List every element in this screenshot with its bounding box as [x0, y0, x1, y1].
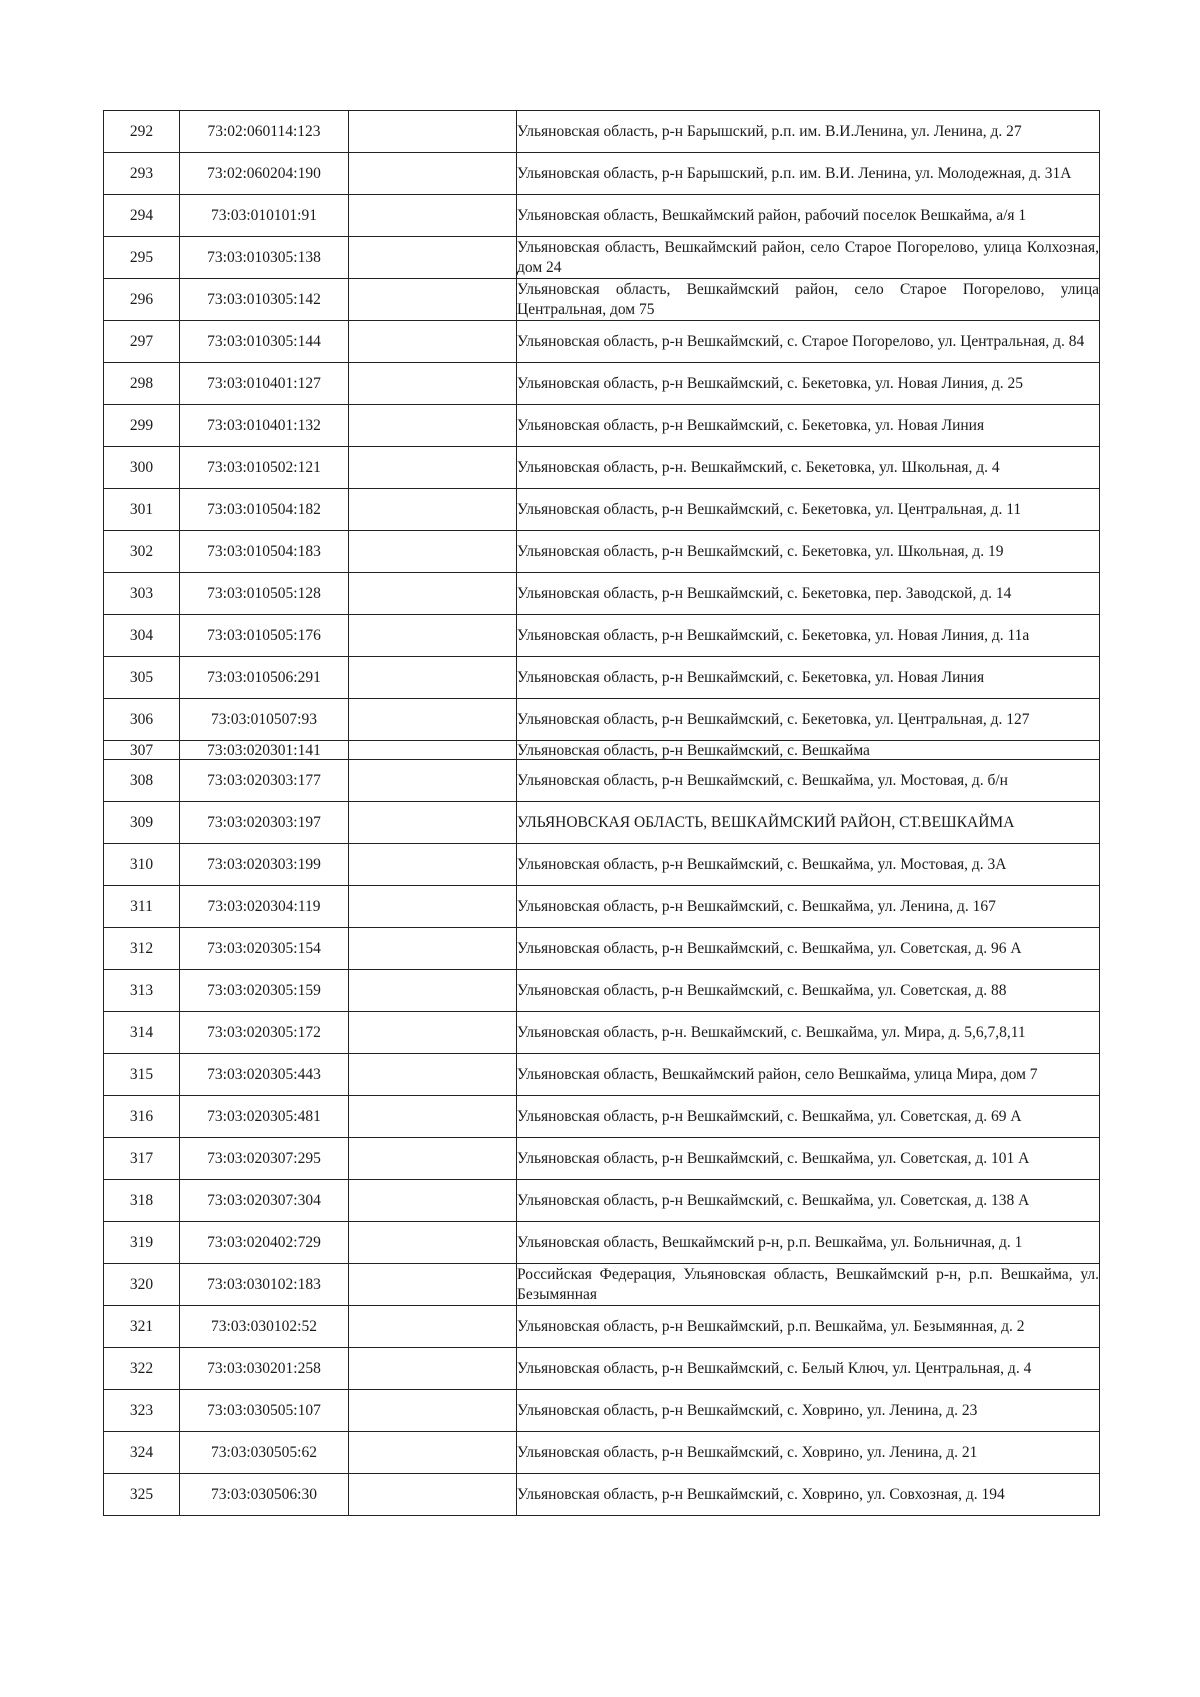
row-number-cell: 307 [104, 741, 180, 760]
empty-cell [349, 699, 517, 741]
table-row [104, 573, 1100, 615]
empty-cell [349, 760, 517, 802]
empty-cell [349, 531, 517, 573]
table-row [104, 447, 1100, 489]
cadastral-number-cell: 73:03:010502:121 [180, 447, 349, 489]
row-number-cell: 297 [104, 321, 180, 363]
row-number-cell: 325 [104, 1474, 180, 1516]
table-row [104, 405, 1100, 447]
empty-cell [349, 657, 517, 699]
address-cell: Ульяновская область, р-н Барышский, р.п. им. В.И.Ленина, ул. Ленина, д. 27 [517, 111, 1100, 153]
cadastral-number-cell: 73:03:010305:142 [180, 279, 349, 321]
empty-cell [349, 1474, 517, 1516]
address-cell: Ульяновская область, р-н Вешкаймский, с. Вешкайма [517, 741, 1100, 760]
row-number-cell: 296 [104, 279, 180, 321]
row-number-cell: 314 [104, 1012, 180, 1054]
row-number-cell: 324 [104, 1432, 180, 1474]
empty-cell [349, 1096, 517, 1138]
address-cell: Ульяновская область, р-н Вешкаймский, с. Вешкайма, ул. Советская, д. 96 А [517, 928, 1100, 970]
cadastral-number-cell: 73:03:020402:729 [180, 1222, 349, 1264]
cadastral-number-cell: 73:03:030102:183 [180, 1264, 349, 1306]
row-number-cell: 292 [104, 111, 180, 153]
empty-cell [349, 363, 517, 405]
cadastral-number-cell: 73:03:020305:159 [180, 970, 349, 1012]
cadastral-number-cell: 73:03:010504:183 [180, 531, 349, 573]
address-cell: Ульяновская область, р-н Вешкаймский, с. Вешкайма, ул. Советская, д. 138 А [517, 1180, 1100, 1222]
address-cell: Ульяновская область, р-н Вешкаймский, с. Ховрино, ул. Ленина, д. 21 [517, 1432, 1100, 1474]
empty-cell [349, 741, 517, 760]
cadastral-number-cell: 73:03:010507:93 [180, 699, 349, 741]
empty-cell [349, 1012, 517, 1054]
table-row [104, 195, 1100, 237]
row-number-cell: 304 [104, 615, 180, 657]
address-cell: Ульяновская область, р-н Вешкаймский, с. Вешкайма, ул. Советская, д. 69 А [517, 1096, 1100, 1138]
row-number-cell: 299 [104, 405, 180, 447]
row-number-cell: 306 [104, 699, 180, 741]
row-number-cell: 309 [104, 802, 180, 844]
table-row [104, 1306, 1100, 1348]
row-number-cell: 294 [104, 195, 180, 237]
empty-cell [349, 573, 517, 615]
table-row [104, 279, 1100, 321]
empty-cell [349, 279, 517, 321]
address-cell: Ульяновская область, Вешкаймский р-н, р.п. Вешкайма, ул. Больничная, д. 1 [517, 1222, 1100, 1264]
address-cell: Ульяновская область, Вешкаймский район, село Вешкайма, улица Мира, дом 7 [517, 1054, 1100, 1096]
address-cell: Ульяновская область, р-н. Вешкаймский, с. Вешкайма, ул. Мира, д. 5,6,7,8,11 [517, 1012, 1100, 1054]
row-number-cell: 298 [104, 363, 180, 405]
table-row [104, 111, 1100, 153]
table-row [104, 760, 1100, 802]
row-number-cell: 311 [104, 886, 180, 928]
table-row [104, 741, 1100, 760]
table-row [104, 886, 1100, 928]
empty-cell [349, 447, 517, 489]
cadastral-number-cell: 73:03:020303:199 [180, 844, 349, 886]
empty-cell [349, 928, 517, 970]
property-registry-table [103, 110, 1100, 1516]
empty-cell [349, 1348, 517, 1390]
address-cell: Ульяновская область, р-н Вешкаймский, с. Бекетовка, ул. Новая Линия [517, 657, 1100, 699]
cadastral-number-cell: 73:03:010506:291 [180, 657, 349, 699]
cadastral-number-cell: 73:03:030505:62 [180, 1432, 349, 1474]
empty-cell [349, 1432, 517, 1474]
table-row [104, 928, 1100, 970]
table-row [104, 1474, 1100, 1516]
row-number-cell: 312 [104, 928, 180, 970]
cadastral-number-cell: 73:03:030102:52 [180, 1306, 349, 1348]
row-number-cell: 313 [104, 970, 180, 1012]
table-row [104, 699, 1100, 741]
empty-cell [349, 844, 517, 886]
row-number-cell: 293 [104, 153, 180, 195]
empty-cell [349, 1390, 517, 1432]
table-row [104, 1264, 1100, 1306]
cadastral-number-cell: 73:03:020305:154 [180, 928, 349, 970]
address-cell: Ульяновская область, Вешкаймский район, село Старое Погорелово, улица Центральная, дом 75 [517, 279, 1100, 321]
address-cell: Ульяновская область, р-н Вешкаймский, с. Вешкайма, ул. Мостовая, д. б/н [517, 760, 1100, 802]
empty-cell [349, 1138, 517, 1180]
cadastral-number-cell: 73:03:010305:138 [180, 237, 349, 279]
empty-cell [349, 489, 517, 531]
table-row [104, 237, 1100, 279]
cadastral-number-cell: 73:03:010101:91 [180, 195, 349, 237]
cadastral-number-cell: 73:03:010305:144 [180, 321, 349, 363]
empty-cell [349, 1222, 517, 1264]
row-number-cell: 295 [104, 237, 180, 279]
row-number-cell: 301 [104, 489, 180, 531]
empty-cell [349, 1306, 517, 1348]
cadastral-number-cell: 73:03:030506:30 [180, 1474, 349, 1516]
address-cell: Ульяновская область, р-н Вешкаймский, с. Бекетовка, ул. Новая Линия, д. 25 [517, 363, 1100, 405]
empty-cell [349, 153, 517, 195]
cadastral-number-cell: 73:03:030201:258 [180, 1348, 349, 1390]
cadastral-number-cell: 73:03:030505:107 [180, 1390, 349, 1432]
row-number-cell: 302 [104, 531, 180, 573]
table-row [104, 153, 1100, 195]
empty-cell [349, 1180, 517, 1222]
cadastral-number-cell: 73:03:020305:172 [180, 1012, 349, 1054]
address-cell: Ульяновская область, р-н Вешкаймский, с. Старое Погорелово, ул. Центральная, д. 84 [517, 321, 1100, 363]
address-cell: Ульяновская область, Вешкаймский район, село Старое Погорелово, улица Колхозная, дом 24 [517, 237, 1100, 279]
table-row [104, 489, 1100, 531]
address-cell: Ульяновская область, р-н Вешкаймский, с. Вешкайма, ул. Мостовая, д. 3А [517, 844, 1100, 886]
row-number-cell: 320 [104, 1264, 180, 1306]
address-cell: УЛЬЯНОВСКАЯ ОБЛАСТЬ, ВЕШКАЙМСКИЙ РАЙОН, СТ.ВЕШКАЙМА [517, 802, 1100, 844]
empty-cell [349, 405, 517, 447]
empty-cell [349, 111, 517, 153]
cadastral-number-cell: 73:03:010401:132 [180, 405, 349, 447]
table-row [104, 363, 1100, 405]
address-cell: Ульяновская область, р-н Вешкаймский, с. Ховрино, ул. Совхозная, д. 194 [517, 1474, 1100, 1516]
cadastral-number-cell: 73:03:010505:176 [180, 615, 349, 657]
cadastral-number-cell: 73:03:020303:177 [180, 760, 349, 802]
address-cell: Ульяновская область, р-н Вешкаймский, с. Вешкайма, ул. Советская, д. 101 А [517, 1138, 1100, 1180]
table-row [104, 615, 1100, 657]
address-cell: Ульяновская область, р-н Вешкаймский, с. Бекетовка, ул. Школьная, д. 19 [517, 531, 1100, 573]
table-row [104, 1138, 1100, 1180]
registry-table-body [104, 111, 1100, 1516]
cadastral-number-cell: 73:03:020307:295 [180, 1138, 349, 1180]
row-number-cell: 321 [104, 1306, 180, 1348]
empty-cell [349, 237, 517, 279]
empty-cell [349, 970, 517, 1012]
empty-cell [349, 1054, 517, 1096]
row-number-cell: 317 [104, 1138, 180, 1180]
address-cell: Ульяновская область, р-н Вешкаймский, с. Вешкайма, ул. Советская, д. 88 [517, 970, 1100, 1012]
cadastral-number-cell: 73:03:020305:443 [180, 1054, 349, 1096]
cadastral-number-cell: 73:03:010504:182 [180, 489, 349, 531]
row-number-cell: 308 [104, 760, 180, 802]
address-cell: Ульяновская область, р-н Барышский, р.п. им. В.И. Ленина, ул. Молодежная, д. 31А [517, 153, 1100, 195]
address-cell: Ульяновская область, р-н Вешкаймский, с. Бекетовка, ул. Центральная, д. 127 [517, 699, 1100, 741]
table-row [104, 1222, 1100, 1264]
cadastral-number-cell: 73:03:020301:141 [180, 741, 349, 760]
address-cell: Российская Федерация, Ульяновская область, Вешкаймский р-н, р.п. Вешкайма, ул. Безымянная [517, 1264, 1100, 1306]
empty-cell [349, 321, 517, 363]
empty-cell [349, 886, 517, 928]
table-row [104, 1390, 1100, 1432]
row-number-cell: 322 [104, 1348, 180, 1390]
table-row [104, 1096, 1100, 1138]
address-cell: Ульяновская область, р-н Вешкаймский, с. Бекетовка, ул. Новая Линия [517, 405, 1100, 447]
table-row [104, 1012, 1100, 1054]
address-cell: Ульяновская область, р-н Вешкаймский, с. Бекетовка, ул. Центральная, д. 11 [517, 489, 1100, 531]
table-row [104, 844, 1100, 886]
table-row [104, 1432, 1100, 1474]
address-cell: Ульяновская область, р-н. Вешкаймский, с. Бекетовка, ул. Школьная, д. 4 [517, 447, 1100, 489]
address-cell: Ульяновская область, р-н Вешкаймский, с. Белый Ключ, ул. Центральная, д. 4 [517, 1348, 1100, 1390]
address-cell: Ульяновская область, р-н Вешкаймский, с. Бекетовка, ул. Новая Линия, д. 11а [517, 615, 1100, 657]
empty-cell [349, 802, 517, 844]
row-number-cell: 319 [104, 1222, 180, 1264]
empty-cell [349, 1264, 517, 1306]
cadastral-number-cell: 73:02:060204:190 [180, 153, 349, 195]
empty-cell [349, 615, 517, 657]
row-number-cell: 315 [104, 1054, 180, 1096]
address-cell: Ульяновская область, р-н Вешкаймский, с. Бекетовка, пер. Заводской, д. 14 [517, 573, 1100, 615]
address-cell: Ульяновская область, р-н Вешкаймский, с. Ховрино, ул. Ленина, д. 23 [517, 1390, 1100, 1432]
cadastral-number-cell: 73:03:020305:481 [180, 1096, 349, 1138]
row-number-cell: 323 [104, 1390, 180, 1432]
row-number-cell: 303 [104, 573, 180, 615]
row-number-cell: 318 [104, 1180, 180, 1222]
table-row [104, 321, 1100, 363]
cadastral-number-cell: 73:03:020303:197 [180, 802, 349, 844]
table-row [104, 802, 1100, 844]
cadastral-number-cell: 73:03:010505:128 [180, 573, 349, 615]
row-number-cell: 316 [104, 1096, 180, 1138]
row-number-cell: 305 [104, 657, 180, 699]
cadastral-number-cell: 73:03:020307:304 [180, 1180, 349, 1222]
row-number-cell: 300 [104, 447, 180, 489]
cadastral-number-cell: 73:03:020304:119 [180, 886, 349, 928]
table-row [104, 1180, 1100, 1222]
table-row [104, 531, 1100, 573]
table-row [104, 1054, 1100, 1096]
address-cell: Ульяновская область, р-н Вешкаймский, р.п. Вешкайма, ул. Безымянная, д. 2 [517, 1306, 1100, 1348]
table-row [104, 1348, 1100, 1390]
cadastral-number-cell: 73:03:010401:127 [180, 363, 349, 405]
cadastral-number-cell: 73:02:060114:123 [180, 111, 349, 153]
row-number-cell: 310 [104, 844, 180, 886]
address-cell: Ульяновская область, р-н Вешкаймский, с. Вешкайма, ул. Ленина, д. 167 [517, 886, 1100, 928]
empty-cell [349, 195, 517, 237]
table-row [104, 970, 1100, 1012]
table-row [104, 657, 1100, 699]
address-cell: Ульяновская область, Вешкаймский район, рабочий поселок Вешкайма, а/я 1 [517, 195, 1100, 237]
